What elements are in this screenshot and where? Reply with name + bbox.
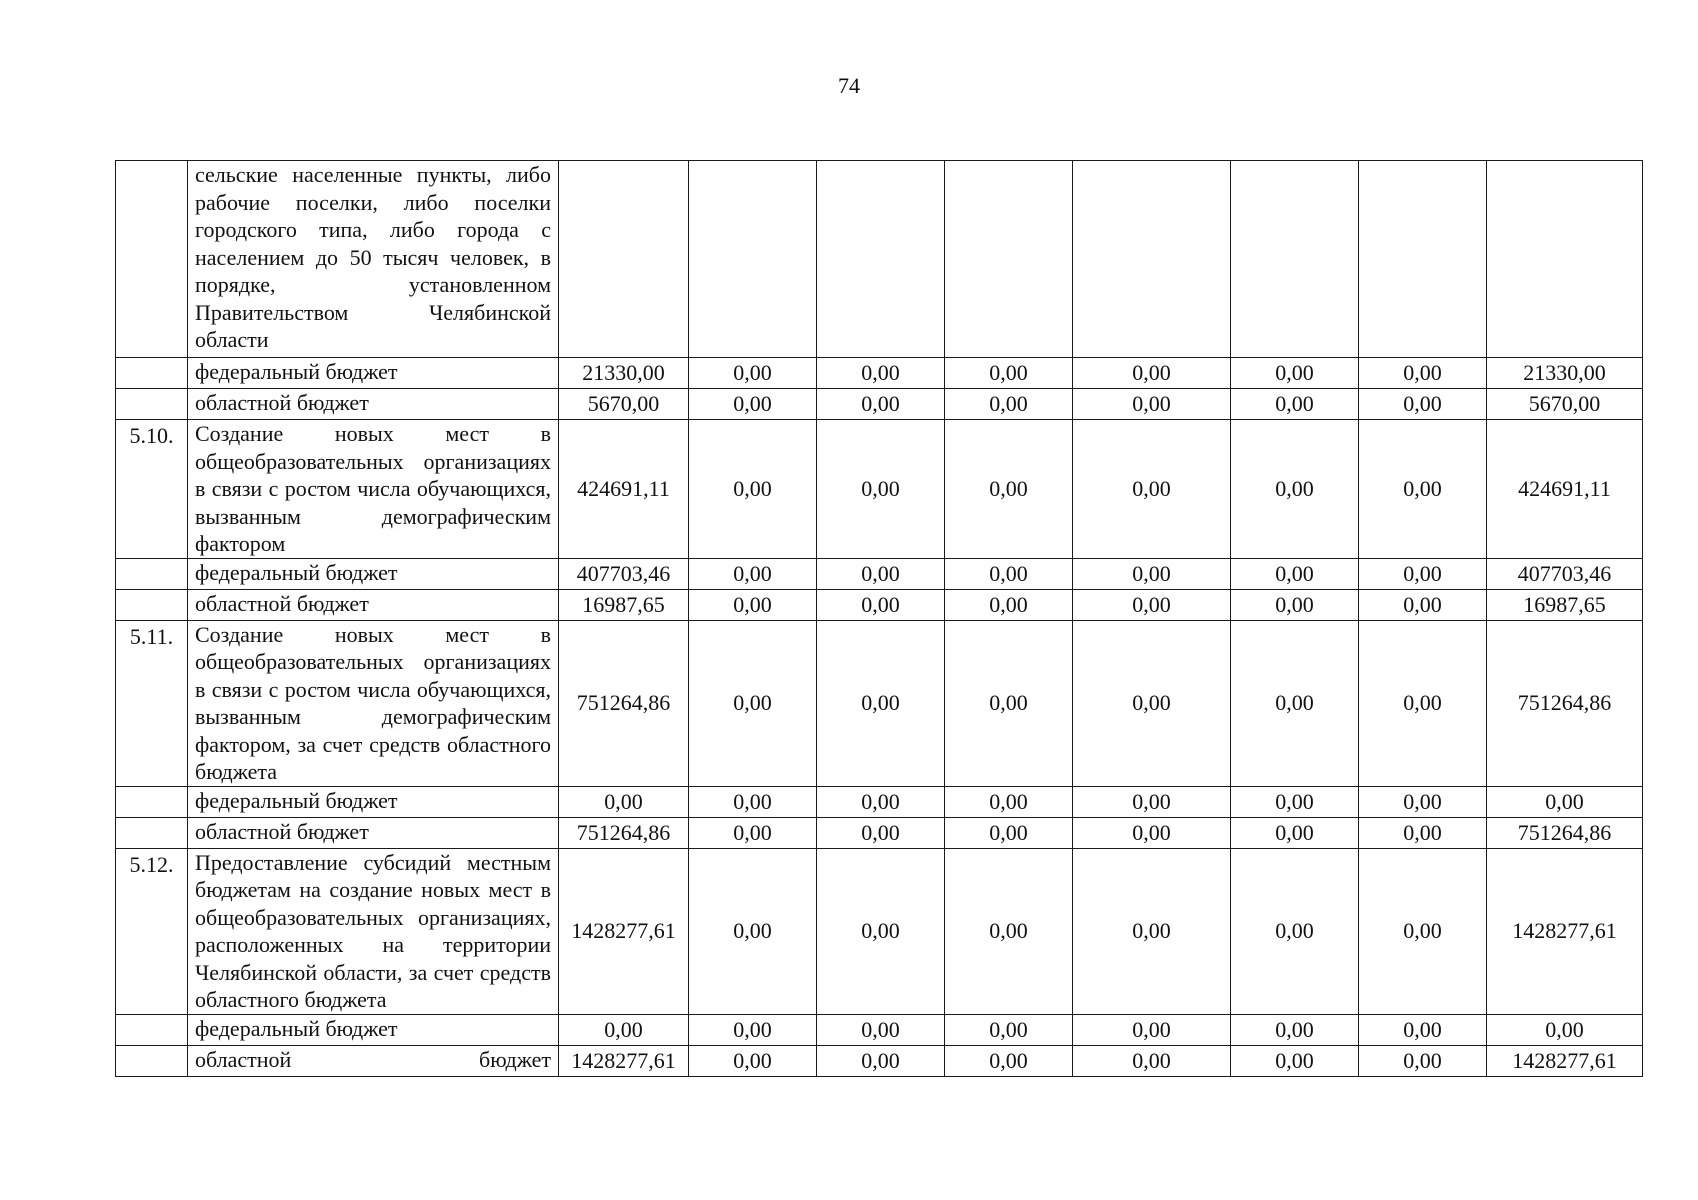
program-item-row xyxy=(116,620,1643,786)
amount-cell: 0,00 xyxy=(1359,786,1487,817)
item-number-cell: 5.10. xyxy=(116,420,188,559)
amount-cell: 0,00 xyxy=(1231,1014,1359,1045)
amount-cell xyxy=(689,161,817,358)
budget-source-label: федеральный бюджет xyxy=(188,558,559,589)
amount-cell xyxy=(1231,161,1359,358)
amount-cell: 1428277,61 xyxy=(559,848,689,1014)
amount-cell: 0,00 xyxy=(689,786,817,817)
amount-cell xyxy=(1073,161,1231,358)
item-number-cell xyxy=(116,589,188,620)
amount-cell: 1428277,61 xyxy=(559,1045,689,1076)
amount-cell: 0,00 xyxy=(817,1045,945,1076)
amount-cell: 0,00 xyxy=(1073,1014,1231,1045)
amount-cell: 0,00 xyxy=(1231,589,1359,620)
budget-source-label: областной бюджет xyxy=(188,589,559,620)
amount-cell: 0,00 xyxy=(817,786,945,817)
amount-cell: 0,00 xyxy=(689,358,817,389)
amount-cell: 0,00 xyxy=(689,848,817,1014)
amount-cell: 0,00 xyxy=(945,358,1073,389)
amount-cell: 21330,00 xyxy=(559,358,689,389)
budget-source-row xyxy=(116,589,1643,620)
item-number-cell xyxy=(116,817,188,848)
item-number-cell xyxy=(116,1045,188,1076)
item-number-cell xyxy=(116,558,188,589)
budget-source-label: областной бюджет xyxy=(188,817,559,848)
budget-source-row xyxy=(116,558,1643,589)
amount-cell: 0,00 xyxy=(817,848,945,1014)
amount-cell: 0,00 xyxy=(1231,817,1359,848)
total-value-cell: 5670,00 xyxy=(1487,389,1643,420)
amount-cell: 0,00 xyxy=(689,620,817,786)
total-value-cell: 424691,11 xyxy=(1487,420,1643,559)
budget-source-row xyxy=(116,389,1643,420)
table-body xyxy=(116,161,1643,1077)
item-number-cell xyxy=(116,786,188,817)
total-value-cell: 21330,00 xyxy=(1487,358,1643,389)
amount-cell: 0,00 xyxy=(1231,786,1359,817)
amount-cell: 0,00 xyxy=(817,620,945,786)
amount-cell: 0,00 xyxy=(817,420,945,559)
amount-cell: 0,00 xyxy=(689,1045,817,1076)
amount-cell: 0,00 xyxy=(945,1045,1073,1076)
total-value-cell: 0,00 xyxy=(1487,1014,1643,1045)
budget-source-row xyxy=(116,1045,1643,1076)
page-number: 74 xyxy=(838,73,860,98)
amount-cell: 0,00 xyxy=(1073,420,1231,559)
amount-cell: 0,00 xyxy=(945,589,1073,620)
item-description-cell: Создание новых мест в общеобразовательных организациях в связи с ростом числа обучающихся, вызванным демографическим фактором xyxy=(188,420,559,559)
amount-cell: 0,00 xyxy=(689,558,817,589)
item-number-cell: 5.12. xyxy=(116,848,188,1014)
amount-cell: 0,00 xyxy=(1073,786,1231,817)
amount-cell: 424691,11 xyxy=(559,420,689,559)
amount-cell: 0,00 xyxy=(1073,358,1231,389)
amount-cell: 0,00 xyxy=(1073,389,1231,420)
program-item-row xyxy=(116,161,1643,358)
amount-cell: 0,00 xyxy=(1231,358,1359,389)
amount-cell: 0,00 xyxy=(1359,389,1487,420)
amount-cell: 751264,86 xyxy=(559,620,689,786)
total-value-cell: 751264,86 xyxy=(1487,620,1643,786)
budget-source-label: областной бюджет xyxy=(188,389,559,420)
amount-cell: 0,00 xyxy=(1231,420,1359,559)
amount-cell: 0,00 xyxy=(1073,817,1231,848)
total-value-cell: 0,00 xyxy=(1487,786,1643,817)
amount-cell: 0,00 xyxy=(817,1014,945,1045)
amount-cell: 0,00 xyxy=(1073,558,1231,589)
amount-cell: 0,00 xyxy=(817,358,945,389)
total-value-cell: 407703,46 xyxy=(1487,558,1643,589)
amount-cell: 0,00 xyxy=(1359,1014,1487,1045)
amount-cell xyxy=(559,161,689,358)
amount-cell: 0,00 xyxy=(1073,589,1231,620)
item-number-cell xyxy=(116,1014,188,1045)
amount-cell: 0,00 xyxy=(1359,620,1487,786)
amount-cell: 0,00 xyxy=(1359,589,1487,620)
amount-cell: 0,00 xyxy=(817,558,945,589)
total-value-cell xyxy=(1487,161,1643,358)
amount-cell: 0,00 xyxy=(1359,1045,1487,1076)
amount-cell: 0,00 xyxy=(559,1014,689,1045)
budget-source-label: федеральный бюджет xyxy=(188,786,559,817)
amount-cell: 0,00 xyxy=(817,817,945,848)
total-value-cell: 1428277,61 xyxy=(1487,1045,1643,1076)
amount-cell: 0,00 xyxy=(817,389,945,420)
amount-cell xyxy=(945,161,1073,358)
amount-cell: 0,00 xyxy=(945,420,1073,559)
item-description-cell: Создание новых мест в общеобразовательных организациях в связи с ростом числа обучающихся, вызванным демографическим фактором, за счет средств областного бюджета xyxy=(188,620,559,786)
amount-cell: 0,00 xyxy=(1073,848,1231,1014)
amount-cell: 0,00 xyxy=(945,389,1073,420)
budget-source-label: федеральный бюджет xyxy=(188,358,559,389)
total-value-cell: 751264,86 xyxy=(1487,817,1643,848)
amount-cell xyxy=(1359,161,1487,358)
amount-cell: 0,00 xyxy=(1359,848,1487,1014)
amount-cell: 0,00 xyxy=(1231,620,1359,786)
amount-cell: 0,00 xyxy=(689,420,817,559)
amount-cell: 0,00 xyxy=(1231,848,1359,1014)
budget-source-row xyxy=(116,1014,1643,1045)
total-value-cell: 16987,65 xyxy=(1487,589,1643,620)
amount-cell: 0,00 xyxy=(689,389,817,420)
amount-cell: 0,00 xyxy=(1359,558,1487,589)
budget-source-label: федеральный бюджет xyxy=(188,1014,559,1045)
budget-source-row xyxy=(116,358,1643,389)
amount-cell: 0,00 xyxy=(1359,420,1487,559)
amount-cell: 0,00 xyxy=(945,1014,1073,1045)
item-number-cell xyxy=(116,358,188,389)
item-number-cell xyxy=(116,389,188,420)
amount-cell: 0,00 xyxy=(1231,389,1359,420)
amount-cell: 0,00 xyxy=(945,848,1073,1014)
amount-cell: 0,00 xyxy=(1073,620,1231,786)
amount-cell: 5670,00 xyxy=(559,389,689,420)
program-item-row xyxy=(116,848,1643,1014)
amount-cell: 0,00 xyxy=(689,589,817,620)
budget-source-label: областной бюджет xyxy=(188,1045,559,1076)
amount-cell: 0,00 xyxy=(945,817,1073,848)
amount-cell: 0,00 xyxy=(1231,558,1359,589)
amount-cell xyxy=(817,161,945,358)
amount-cell: 0,00 xyxy=(559,786,689,817)
amount-cell: 0,00 xyxy=(945,558,1073,589)
amount-cell: 0,00 xyxy=(1359,358,1487,389)
item-number-cell xyxy=(116,161,188,358)
amount-cell: 0,00 xyxy=(1073,1045,1231,1076)
amount-cell: 0,00 xyxy=(689,1014,817,1045)
amount-cell: 16987,65 xyxy=(559,589,689,620)
amount-cell: 0,00 xyxy=(1231,1045,1359,1076)
amount-cell: 0,00 xyxy=(689,817,817,848)
program-item-row xyxy=(116,420,1643,559)
amount-cell: 407703,46 xyxy=(559,558,689,589)
amount-cell: 0,00 xyxy=(817,589,945,620)
amount-cell: 0,00 xyxy=(945,620,1073,786)
item-description-cell: Предоставление субсидий местным бюджетам на создание новых мест в общеобразовательных организациях, расположенных на территории Челябинской области, за счет средств областного бюджета xyxy=(188,848,559,1014)
item-description-cell: сельские населенные пункты, либо рабочие поселки, либо поселки городского типа, либо города с населением до 50 тысяч человек, в порядке, установленном Правительством Челябинской области xyxy=(188,161,559,358)
amount-cell: 751264,86 xyxy=(559,817,689,848)
budget-source-row xyxy=(116,817,1643,848)
budget-source-row xyxy=(116,786,1643,817)
amount-cell: 0,00 xyxy=(945,786,1073,817)
amount-cell: 0,00 xyxy=(1359,817,1487,848)
budget-table xyxy=(115,160,1643,1077)
item-number-cell: 5.11. xyxy=(116,620,188,786)
total-value-cell: 1428277,61 xyxy=(1487,848,1643,1014)
